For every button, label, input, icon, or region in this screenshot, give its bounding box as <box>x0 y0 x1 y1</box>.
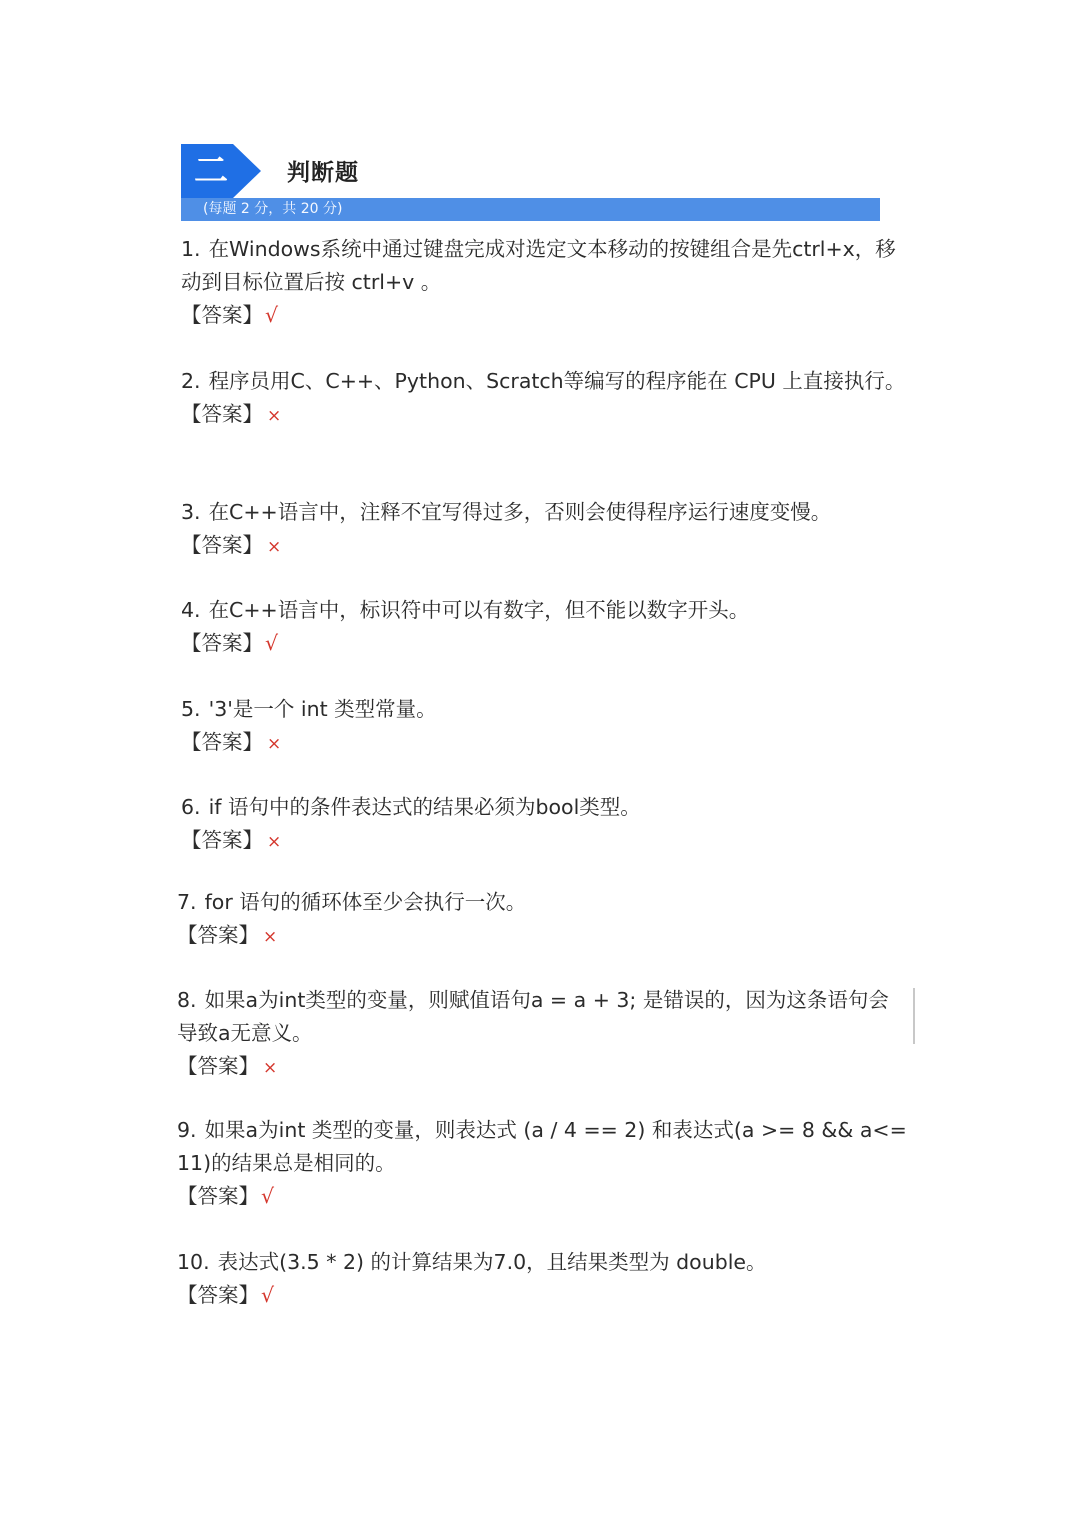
question-4 <box>181 594 911 660</box>
cross-icon: × <box>267 537 282 557</box>
cross-icon: × <box>263 927 278 947</box>
question-number: 10. <box>177 1250 210 1274</box>
question-8 <box>177 984 907 1085</box>
question-number: 2. <box>181 369 201 393</box>
answer-line <box>181 398 911 433</box>
answer-label: 【答案】 <box>181 631 263 655</box>
answer-label: 【答案】 <box>181 828 263 852</box>
score-note: (每题 2 分，共 20 分) <box>203 201 343 217</box>
answer-label: 【答案】 <box>177 923 259 947</box>
answer-line <box>177 919 907 954</box>
section-number-badge <box>181 144 261 198</box>
question-number: 1. <box>181 237 201 261</box>
cross-icon: × <box>267 734 282 754</box>
question-5 <box>181 693 911 761</box>
cross-icon: × <box>267 406 282 426</box>
question-9 <box>177 1114 907 1213</box>
check-icon: √ <box>265 303 279 327</box>
answer-line <box>177 1279 907 1312</box>
question-text: 2. 程序员用C、C++、Python、Scratch等编写的程序能在 CPU 上直接执行。 <box>181 369 906 393</box>
question-number: 3. <box>181 500 201 524</box>
section-title: 判断题 <box>287 160 359 186</box>
answer-label: 【答案】 <box>177 1054 259 1078</box>
answer-line <box>181 726 911 761</box>
answer-line <box>181 299 911 332</box>
question-text: 5. '3'是一个 int 类型常量。 <box>181 697 437 721</box>
cross-icon: × <box>263 1058 278 1078</box>
question-6 <box>181 791 911 859</box>
question-text: 4. 在C++语言中，标识符中可以有数字，但不能以数字开头。 <box>181 598 750 622</box>
question-text: 10. 表达式(3.5 * 2) 的计算结果为7.0，且结果类型为 double。 <box>177 1250 767 1274</box>
answer-label: 【答案】 <box>181 303 263 327</box>
question-2 <box>181 365 911 433</box>
answer-line <box>177 1050 907 1085</box>
question-text: 1. 在Windows系统中通过键盘完成对选定文本移动的按键组合是先ctrl+x，移动到目标位置后按 ctrl+v 。 <box>181 237 896 294</box>
answer-line <box>177 1180 907 1213</box>
answer-label: 【答案】 <box>181 533 263 557</box>
question-text: 6. if 语句中的条件表达式的结果必须为bool类型。 <box>181 795 641 819</box>
question-text: 9. 如果a为int 类型的变量，则表达式 (a / 4 == 2) 和表达式(a >= 8 && a<= 11)的结果总是相同的。 <box>177 1118 907 1175</box>
section-number: 二 <box>194 151 228 191</box>
page-edge-divider <box>913 988 915 1044</box>
answer-line <box>181 529 911 564</box>
question-10 <box>177 1246 907 1312</box>
check-icon: √ <box>261 1184 275 1208</box>
question-7 <box>177 886 907 954</box>
question-number: 9. <box>177 1118 197 1142</box>
score-bar <box>181 198 880 221</box>
section-header <box>181 144 881 222</box>
question-1 <box>181 233 911 332</box>
question-number: 4. <box>181 598 201 622</box>
question-number: 8. <box>177 988 197 1012</box>
answer-label: 【答案】 <box>181 402 263 426</box>
answer-line <box>181 824 911 859</box>
answer-label: 【答案】 <box>177 1283 259 1307</box>
question-number: 5. <box>181 697 201 721</box>
check-icon: √ <box>261 1283 275 1307</box>
question-number: 7. <box>177 890 197 914</box>
question-3 <box>181 496 911 564</box>
check-icon: √ <box>265 631 279 655</box>
cross-icon: × <box>267 832 282 852</box>
answer-label: 【答案】 <box>181 730 263 754</box>
question-text: 3. 在C++语言中，注释不宜写得过多，否则会使得程序运行速度变慢。 <box>181 500 832 524</box>
question-text: 8. 如果a为int类型的变量，则赋值语句a = a + 3; 是错误的，因为这条语句会导致a无意义。 <box>177 988 889 1045</box>
answer-line <box>181 627 911 660</box>
question-text: 7. for 语句的循环体至少会执行一次。 <box>177 890 527 914</box>
answer-label: 【答案】 <box>177 1184 259 1208</box>
question-number: 6. <box>181 795 201 819</box>
